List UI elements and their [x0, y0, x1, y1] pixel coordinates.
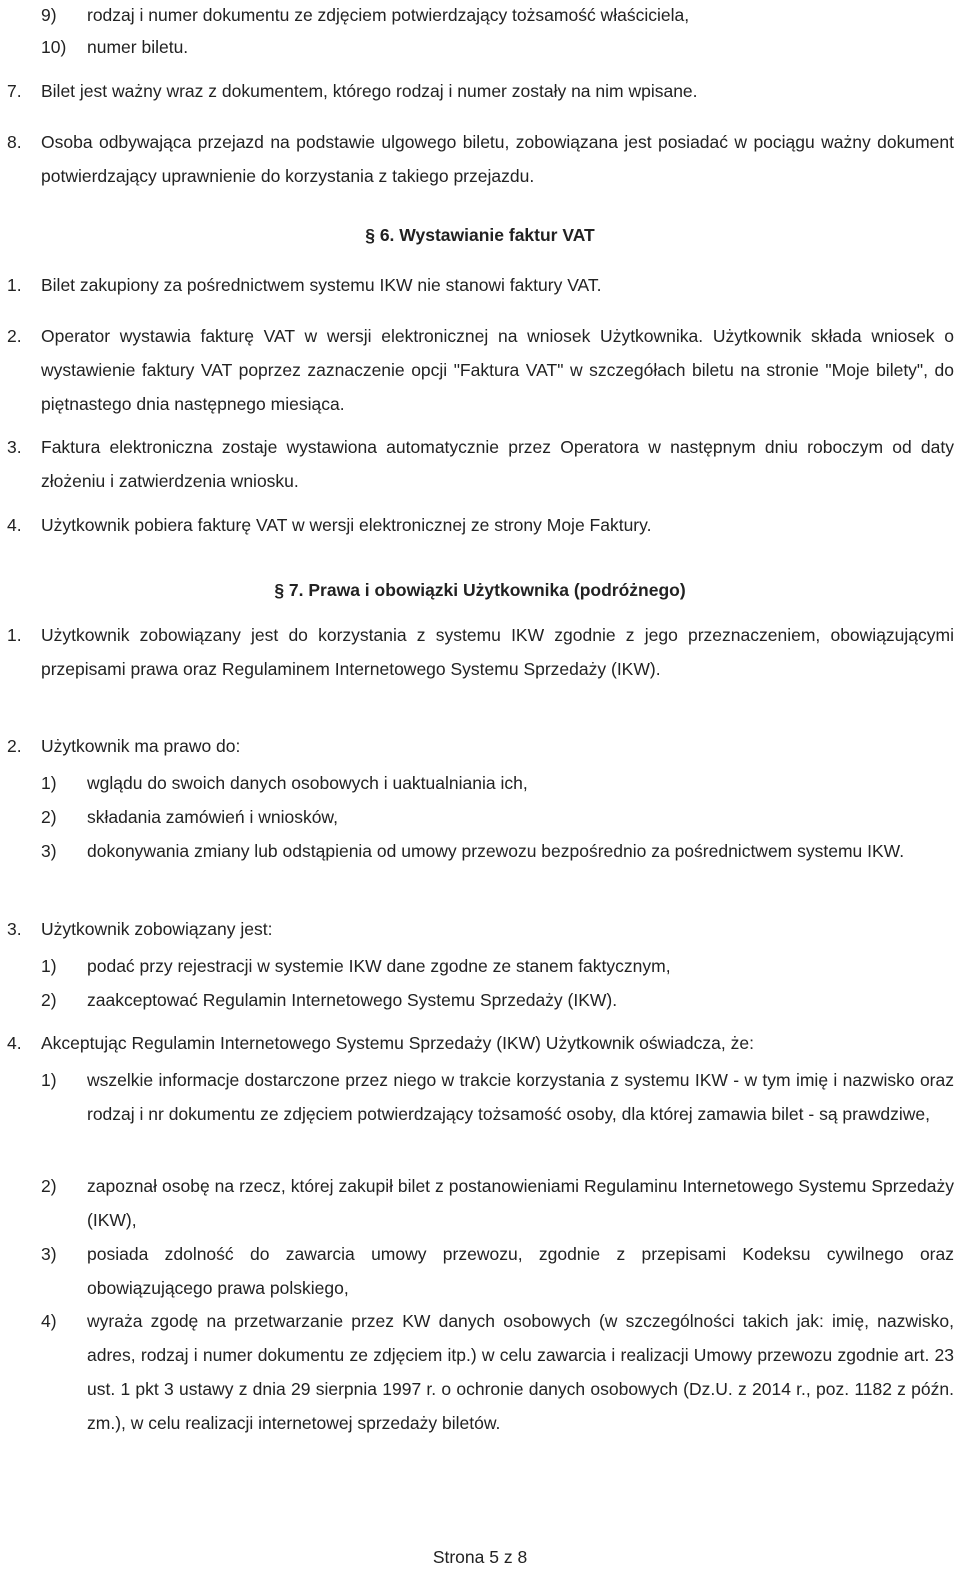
page-number-footer: Strona 5 z 8 — [432, 1547, 528, 1567]
paragraph-number: 1. — [7, 275, 22, 295]
paragraph — [0, 729, 960, 763]
item-number: 3) — [41, 1244, 57, 1264]
list-item — [0, 1237, 960, 1305]
paragraph-text: Faktura elektroniczna zostaje wystawiona automatycznie przez Operatora w następnym dniu roboczym od daty złożeniu i zatwierdzenia wniosku. — [41, 437, 954, 491]
list-item — [0, 1304, 960, 1440]
list-item — [0, 0, 960, 32]
list-item — [0, 800, 960, 834]
paragraph-text: Bilet zakupiony za pośrednictwem systemu IKW nie stanowi faktury VAT. — [41, 275, 602, 295]
list-item — [0, 30, 960, 64]
list-item — [0, 949, 960, 983]
item-number: 9) — [41, 5, 57, 25]
item-text: zaakceptować Regulamin Internetowego Systemu Sprzedaży (IKW). — [87, 990, 618, 1010]
item-number: 2) — [41, 1176, 57, 1196]
item-number: 2) — [41, 990, 57, 1010]
item-number: 1) — [41, 1070, 57, 1090]
paragraph — [0, 125, 960, 193]
list-item — [0, 766, 960, 800]
item-text: zapoznał osobę na rzecz, której zakupił bilet z postanowieniami Regulaminu Internetowego Systemu Sprzedaży (IKW), — [87, 1176, 954, 1230]
item-text: wglądu do swoich danych osobowych i uaktualniania ich, — [87, 773, 528, 793]
paragraph-number: 4. — [7, 1033, 22, 1053]
list-item — [0, 1063, 960, 1131]
paragraph — [0, 430, 960, 498]
paragraph-number: 3. — [7, 437, 22, 457]
paragraph — [0, 319, 960, 421]
paragraph — [0, 1026, 960, 1060]
paragraph — [0, 268, 960, 302]
paragraph — [0, 74, 960, 108]
item-number: 1) — [41, 773, 57, 793]
paragraph-number: 2. — [7, 326, 22, 346]
item-text: składania zamówień i wniosków, — [87, 807, 338, 827]
paragraph-number: 7. — [7, 81, 22, 101]
item-text: posiada zdolność do zawarcia umowy przewozu, zgodnie z przepisami Kodeksu cywilnego oraz obowiązującego prawa polskiego, — [87, 1244, 954, 1298]
paragraph-text: Bilet jest ważny wraz z dokumentem, którego rodzaj i numer zostały na nim wpisane. — [41, 81, 698, 101]
paragraph-number: 3. — [7, 919, 22, 939]
item-text: wszelkie informacje dostarczone przez niego w trakcie korzystania z systemu IKW - w tym imię i nazwisko oraz rodzaj i nr dokumentu ze zdjęciem potwierdzający tożsamość osoby, dla której zamawia bilet - są prawdziwe, — [87, 1070, 954, 1124]
paragraph-text: Użytkownik ma prawo do: — [41, 736, 241, 756]
section-heading: § 7. Prawa i obowiązki Użytkownika (podróżnego) — [274, 580, 686, 600]
item-number: 1) — [41, 956, 57, 976]
paragraph-text: Użytkownik zobowiązany jest do korzystania z systemu IKW zgodnie z jego przeznaczeniem, obowiązującymi przepisami prawa oraz Regulaminem Internetowego Systemu Sprzedaży (IKW). — [41, 625, 954, 679]
paragraph-text: Operator wystawia fakturę VAT w wersji elektronicznej na wniosek Użytkownika. Użytkownik składa wniosek o wystawienie faktury VAT poprzez zaznaczenie opcji "Faktura VAT" w szczegółach biletu na stronie "Moje bilety", do piętnastego dnia następnego miesiąca. — [41, 326, 954, 414]
item-number: 3) — [41, 841, 57, 861]
item-text: podać przy rejestracji w systemie IKW dane zgodne ze stanem faktycznym, — [87, 956, 671, 976]
list-item — [0, 834, 960, 868]
paragraph-number: 2. — [7, 736, 22, 756]
paragraph-text: Użytkownik zobowiązany jest: — [41, 919, 273, 939]
paragraph-number: 1. — [7, 625, 22, 645]
paragraph-number: 8. — [7, 132, 22, 152]
item-text: numer biletu. — [87, 37, 189, 57]
section-heading: § 6. Wystawianie faktur VAT — [365, 225, 595, 245]
paragraph — [0, 618, 960, 686]
item-number: 4) — [41, 1311, 57, 1331]
item-text: dokonywania zmiany lub odstąpienia od umowy przewozu bezpośrednio za pośrednictwem systemu IKW. — [87, 841, 905, 861]
paragraph-number: 4. — [7, 515, 22, 535]
item-text: rodzaj i numer dokumentu ze zdjęciem potwierdzający tożsamość właściciela, — [87, 5, 690, 25]
list-item — [0, 983, 960, 1017]
paragraph-text: Akceptując Regulamin Internetowego Systemu Sprzedaży (IKW) Użytkownik oświadcza, że: — [41, 1033, 754, 1053]
item-number: 2) — [41, 807, 57, 827]
list-item — [0, 1169, 960, 1237]
item-number: 10) — [41, 37, 67, 57]
paragraph-text: Osoba odbywająca przejazd na podstawie ulgowego biletu, zobowiązana jest posiadać w pociągu ważny dokument potwierdzający uprawnienie do korzystania z takiego przejazdu. — [41, 132, 954, 186]
paragraph-text: Użytkownik pobiera fakturę VAT w wersji elektronicznej ze strony Moje Faktury. — [41, 515, 652, 535]
item-text: wyraża zgodę na przetwarzanie przez KW danych osobowych (w szczególności takich jak: imię, nazwisko, adres, rodzaj i numer dokumentu ze zdjęciem itp.) w celu zawarcia i realizacji Umowy przewozu zgodnie art. 23 ust. 1 pkt 3 ustawy z dnia 29 sierpnia 1997 r. o ochronie danych osobowych (Dz.U. z 2014 r., poz. 1182 z późn. zm.), w celu realizacji internetowej sprzedaży biletów. — [87, 1311, 954, 1433]
paragraph — [0, 912, 960, 946]
paragraph — [0, 508, 960, 542]
